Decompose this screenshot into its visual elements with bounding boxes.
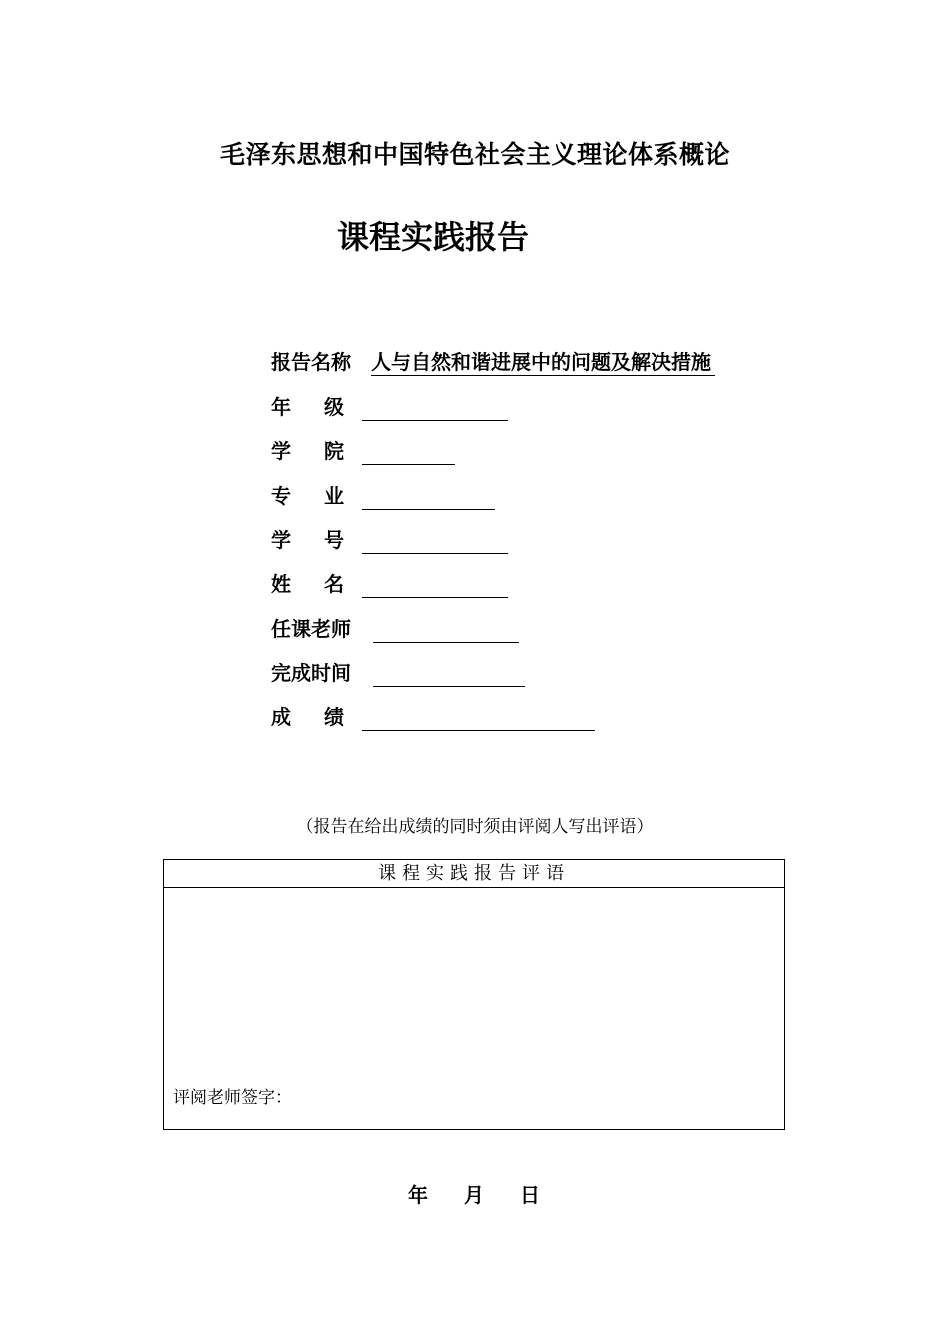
reviewer-signature-label: 评阅老师签字： <box>173 1088 292 1108</box>
field-grade <box>271 389 508 421</box>
review-comment-area[interactable] <box>173 894 775 1074</box>
field-score <box>271 699 595 731</box>
college-label: 学院 <box>271 439 344 463</box>
date-line <box>408 1180 540 1210</box>
review-box <box>163 859 785 1130</box>
report-type-title: 课程实践报告 <box>337 218 530 256</box>
teacher-value[interactable] <box>373 616 519 643</box>
field-major <box>271 478 495 510</box>
day-label: 日 <box>520 1183 540 1207</box>
grade-value[interactable] <box>362 394 508 421</box>
report-name-label: 报告名称 <box>271 350 351 374</box>
field-college <box>271 433 455 465</box>
field-report-name <box>271 344 715 376</box>
student-id-label: 学号 <box>271 528 344 552</box>
field-name <box>271 566 508 598</box>
report-name-value[interactable]: 人与自然和谐进展中的问题及解决措施 <box>371 349 715 376</box>
grade-label: 年级 <box>271 395 344 419</box>
score-label: 成绩 <box>271 705 344 729</box>
month-label: 月 <box>464 1183 484 1207</box>
year-label: 年 <box>408 1183 428 1207</box>
name-value[interactable] <box>362 571 508 598</box>
completion-time-label: 完成时间 <box>271 661 351 685</box>
college-value[interactable] <box>362 438 455 465</box>
field-teacher <box>271 611 519 643</box>
score-value[interactable] <box>362 704 595 731</box>
field-completion-time <box>271 655 525 687</box>
student-id-value[interactable] <box>362 527 508 554</box>
review-heading: 课程实践报告评语 <box>164 860 784 888</box>
major-value[interactable] <box>362 483 495 510</box>
instruction-note: （报告在给出成绩的同时须由评阅人写出评语） <box>296 817 654 837</box>
major-label: 专业 <box>271 484 344 508</box>
name-label: 姓名 <box>271 572 344 596</box>
completion-time-value[interactable] <box>373 660 525 687</box>
field-student-id <box>271 522 508 554</box>
teacher-label: 任课老师 <box>271 617 351 641</box>
course-title: 毛泽东思想和中国特色社会主义理论体系概论 <box>219 140 730 169</box>
